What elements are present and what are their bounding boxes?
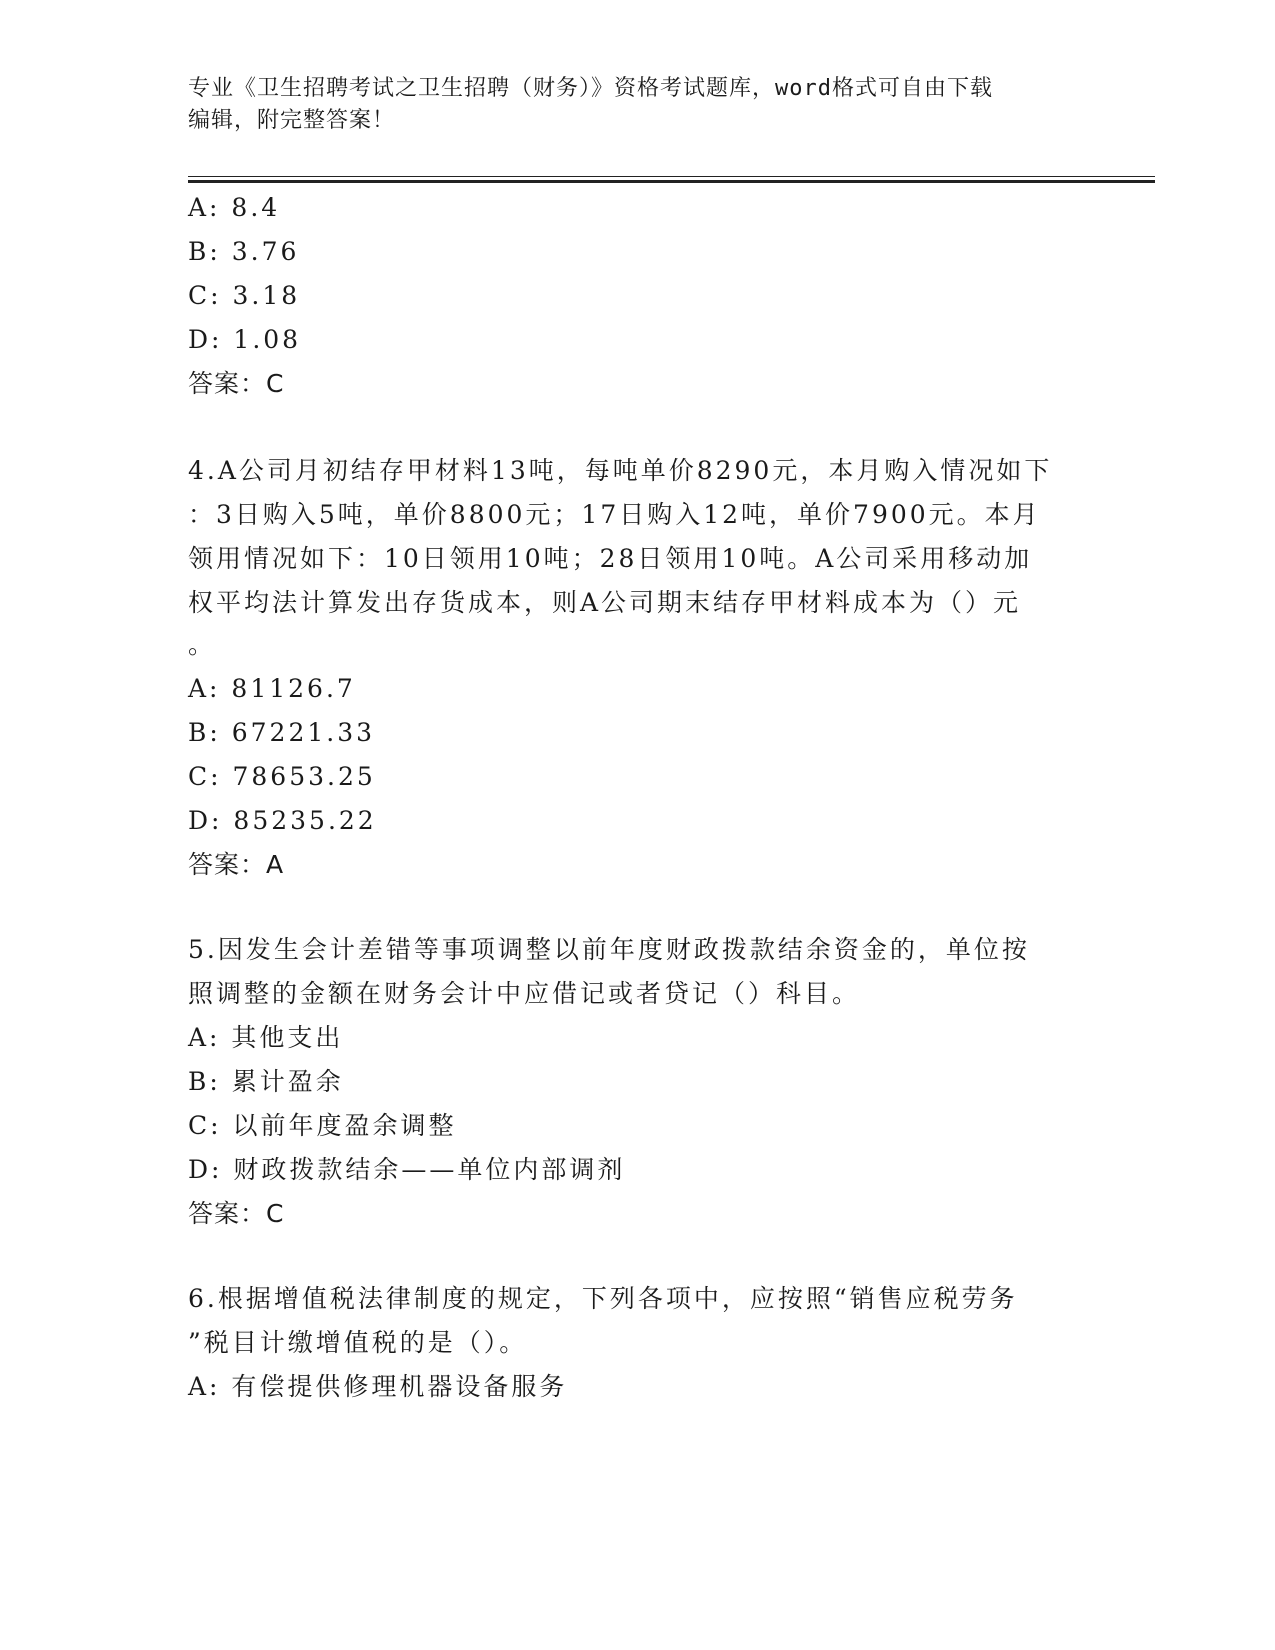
header-divider-thick <box>188 180 1155 183</box>
q5-option-b: B: 累计盈余 <box>188 1067 344 1096</box>
q6-stem-line: 6.根据增值税法律制度的规定，下列各项中，应按照“销售应税劳务 <box>188 1284 1018 1313</box>
q4-option-a: A: 81126.7 <box>188 674 356 703</box>
q5-option-c: C: 以前年度盈余调整 <box>188 1111 457 1140</box>
header-line-2: 编辑，附完整答案！ <box>188 108 396 133</box>
q3-option-d: D: 1.08 <box>188 325 302 354</box>
q4-stem-line: ：3日购入5吨，单价8800元；17日购入12吨，单价7900元。本月 <box>188 500 1041 529</box>
q4-option-b: B: 67221.33 <box>188 718 376 747</box>
q5-answer: 答案：C <box>188 1199 285 1228</box>
q3-option-a: A: 8.4 <box>188 193 281 222</box>
q4-stem-line: 4.A公司月初结存甲材料13吨，每吨单价8290元，本月购入情况如下 <box>188 456 1053 485</box>
document-header <box>188 73 1088 137</box>
q3-answer: 答案：C <box>188 369 285 398</box>
q6-stem-line: ”税目计缴增值税的是（）。 <box>188 1328 528 1357</box>
header-divider-thin <box>188 176 1155 177</box>
q5-option-d: D: 财政拨款结余——单位内部调剂 <box>188 1155 626 1184</box>
header-line-1: 专业《卫生招聘考试之卫生招聘（财务）》资格考试题库，word格式可自由下载 <box>188 76 993 101</box>
q3-option-b: B: 3.76 <box>188 237 300 266</box>
q6-option-a: A: 有偿提供修理机器设备服务 <box>188 1372 568 1401</box>
q3-option-c: C: 3.18 <box>188 281 301 310</box>
q4-stem-line: 。 <box>188 630 217 659</box>
q5-stem-line: 照调整的金额在财务会计中应借记或者贷记（）科目。 <box>188 979 861 1008</box>
q4-stem-line: 领用情况如下：10日领用10吨；28日领用10吨。A公司采用移动加 <box>188 544 1033 573</box>
q5-stem-line: 5.因发生会计差错等事项调整以前年度财政拨款结余资金的，单位按 <box>188 935 1030 964</box>
q5-option-a: A: 其他支出 <box>188 1023 344 1052</box>
q4-option-d: D: 85235.22 <box>188 806 377 835</box>
q4-stem-line: 权平均法计算发出存货成本，则A公司期末结存甲材料成本为（）元 <box>188 588 1022 617</box>
q4-option-c: C: 78653.25 <box>188 762 376 791</box>
q4-answer: 答案：A <box>188 850 285 879</box>
